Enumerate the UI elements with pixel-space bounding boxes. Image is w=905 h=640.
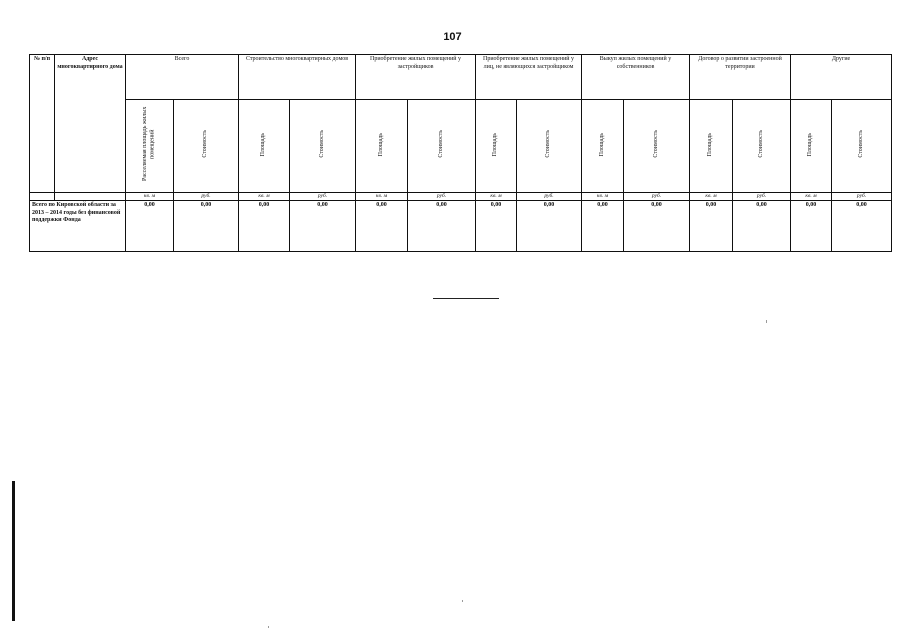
total-value: 0,00 <box>356 201 408 252</box>
group-header-territory-agreement: Договор о развитии застроенной территории <box>690 55 791 100</box>
total-value: 0,00 <box>476 201 517 252</box>
subheader-cost: Стоимость <box>437 130 444 159</box>
subheader-cell <box>733 100 791 193</box>
col-header-num: № п/п <box>30 55 55 193</box>
total-value: 0,00 <box>126 201 174 252</box>
subheader-area: Площадь <box>598 132 605 156</box>
subheader-area: Площадь <box>377 132 384 156</box>
subheader-cell <box>476 100 517 193</box>
unit-cell: руб. <box>290 193 356 201</box>
subheader-cell <box>791 100 832 193</box>
subheader-cell <box>290 100 356 193</box>
group-header-total: Всего <box>126 55 239 100</box>
unit-cell: кв. м <box>239 193 290 201</box>
subheader-cell <box>174 100 239 193</box>
unit-cell: кв. м <box>356 193 408 201</box>
unit-cell: кв. м <box>690 193 733 201</box>
page-number: 107 <box>443 31 462 43</box>
total-row <box>30 201 892 252</box>
units-row <box>30 193 892 201</box>
subheader-cost: Стоимость <box>652 130 659 159</box>
unit-cell: руб. <box>733 193 791 201</box>
header-row <box>30 55 892 100</box>
resettlement-table <box>29 54 892 252</box>
unit-cell: кв. м <box>791 193 832 201</box>
subheader-cell <box>239 100 290 193</box>
group-header-construction: Строительство многоквартирных домов <box>239 55 356 100</box>
total-value: 0,00 <box>239 201 290 252</box>
scan-speck <box>766 320 767 323</box>
subheader-area: Площадь <box>492 132 499 156</box>
unit-cell: руб. <box>174 193 239 201</box>
subheader-cell <box>582 100 624 193</box>
unit-cell: кв. м <box>476 193 517 201</box>
total-value: 0,00 <box>690 201 733 252</box>
total-value: 0,00 <box>582 201 624 252</box>
total-value: 0,00 <box>791 201 832 252</box>
subheader-cell <box>408 100 476 193</box>
subheader-area-resettled: Расселяемая площадь жилых помещений <box>142 107 156 182</box>
unit-cell: руб. <box>832 193 892 201</box>
subheader-cost: Стоимость <box>202 130 209 159</box>
total-value: 0,00 <box>408 201 476 252</box>
unit-cell: руб. <box>408 193 476 201</box>
unit-cell-empty <box>55 193 126 201</box>
subheader-cell <box>356 100 408 193</box>
total-label: Всего по Кировской области за 2013 – 2014 годы без финансовой поддержки Фонда <box>30 201 126 252</box>
group-header-purchase-developers: Приобретение жилых помещений у застройщиков <box>356 55 476 100</box>
unit-cell: кв. м <box>582 193 624 201</box>
group-header-other: Другие <box>791 55 892 100</box>
subheader-cell <box>690 100 733 193</box>
subheader-row <box>30 100 892 193</box>
end-of-document-line <box>433 298 499 299</box>
total-value: 0,00 <box>624 201 690 252</box>
scan-speck <box>462 600 463 602</box>
subheader-area: Площадь <box>807 132 814 156</box>
subheader-cell <box>624 100 690 193</box>
subheader-cost: Стоимость <box>545 130 552 159</box>
group-header-buyout-owners: Выкуп жилых помещений у собственников <box>582 55 690 100</box>
subheader-cell <box>832 100 892 193</box>
group-header-purchase-non-developers: Приобретение жилых помещений у лиц, не являющихся застройщиком <box>476 55 582 100</box>
unit-cell-empty <box>30 193 55 201</box>
total-value: 0,00 <box>832 201 892 252</box>
total-value: 0,00 <box>517 201 582 252</box>
subheader-cost: Стоимость <box>857 130 864 159</box>
subheader-cost: Стоимость <box>757 130 764 159</box>
total-value: 0,00 <box>290 201 356 252</box>
unit-cell: кв. м <box>126 193 174 201</box>
subheader-cost: Стоимость <box>318 130 325 159</box>
subheader-area: Площадь <box>260 132 267 156</box>
total-value: 0,00 <box>174 201 239 252</box>
scan-speck <box>268 626 269 628</box>
unit-cell: руб. <box>624 193 690 201</box>
subheader-cell <box>126 100 174 193</box>
total-value: 0,00 <box>733 201 791 252</box>
subheader-area: Площадь <box>707 132 714 156</box>
subheader-cell <box>517 100 582 193</box>
unit-cell: руб. <box>517 193 582 201</box>
col-header-address: Адрес многоквартирного дома <box>55 55 126 193</box>
scan-margin-bar <box>12 481 15 621</box>
